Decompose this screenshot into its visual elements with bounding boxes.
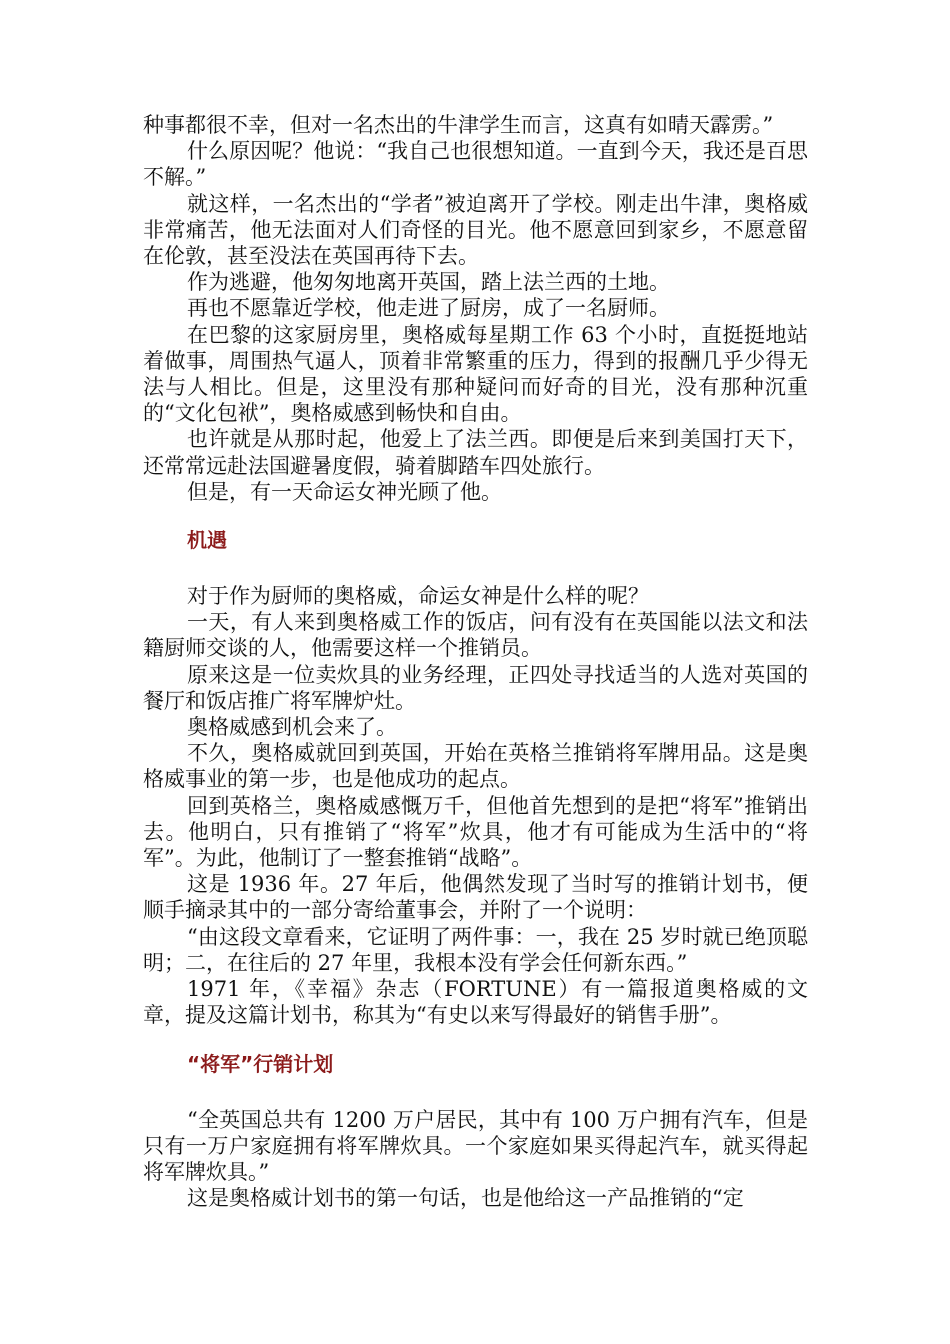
paragraph: 原来这是一位卖炊具的业务经理，正四处寻找适当的人选对英国的餐厅和饭店推广将军牌炉灶。 bbox=[143, 662, 808, 713]
paragraph: 什么原因呢？他说：“我自己也很想知道。一直到今天，我还是百思不解。” bbox=[143, 139, 808, 190]
paragraph: “由这段文章看来，它证明了两件事：一，我在 25 岁时就已绝顶聪明；二，在往后的 27 年里，我根本没有学会任何新东西。” bbox=[143, 924, 808, 975]
paragraph: 这是 1936 年。27 年后，他偶然发现了当时写的推销计划书，便顺手摘录其中的一部分寄给董事会，并附了一个说明： bbox=[143, 872, 808, 923]
paragraph: “全英国总共有 1200 万户居民，其中有 100 万户拥有汽车，但是只有一万户家庭拥有将军牌炊具。一个家庭如果买得起汽车，就买得起将军牌炊具。” bbox=[143, 1107, 808, 1184]
paragraph: 一天，有人来到奥格威工作的饭店，问有没有在英国能以法文和法籍厨师交谈的人，他需要这样一个推销员。 bbox=[143, 610, 808, 661]
paragraph: 在巴黎的这家厨房里，奥格威每星期工作 63 个小时，直挺挺地站着做事，周围热气逼人，顶着非常繁重的压力，得到的报酬几乎少得无法与人相比。但是，这里没有那种疑问而好奇的目光，没有那种沉重的“文化包袱”，奥格威感到畅快和自由。 bbox=[143, 322, 808, 426]
section-heading-opportunity: 机遇 bbox=[187, 528, 227, 553]
document-page bbox=[143, 112, 808, 1211]
paragraph: 对于作为厨师的奥格威，命运女神是什么样的呢？ bbox=[187, 584, 649, 609]
section-heading-marketing-plan: “将军”行销计划 bbox=[187, 1051, 334, 1076]
paragraph: 作为逃避，他匆匆地离开英国，踏上法兰西的土地。 bbox=[187, 270, 670, 295]
paragraph: 也许就是从那时起，他爱上了法兰西。即便是后来到美国打天下，还常常远赴法国避暑度假，骑着脚踏车四处旅行。 bbox=[143, 427, 808, 478]
paragraph: 这是奥格威计划书的第一句话，也是他给这一产品推销的“定 bbox=[187, 1186, 744, 1211]
paragraph: 再也不愿靠近学校，他走进了厨房，成了一名厨师。 bbox=[187, 296, 670, 321]
paragraph: 奥格威感到机会来了。 bbox=[187, 715, 397, 740]
paragraph: 就这样，一名杰出的“学者”被迫离开了学校。刚走出牛津，奥格威非常痛苦，他无法面对人们奇怪的目光。他不愿意回到家乡，不愿意留在伦敦，甚至没法在英国再待下去。 bbox=[143, 191, 808, 269]
paragraph: 但是，有一天命运女神光顾了他。 bbox=[187, 479, 502, 504]
paragraph: 1971 年，《幸福》杂志（FORTUNE）有一篇报道奥格威的文章，提及这篇计划书，称其为“有史以来写得最好的销售手册”。 bbox=[143, 977, 808, 1028]
paragraph: 不久，奥格威就回到英国，开始在英格兰推销将军牌用品。这是奥格威事业的第一步，也是他成功的起点。 bbox=[143, 741, 808, 792]
paragraph: 种事都很不幸，但对一名杰出的牛津学生而言，这真有如晴天霹雳。” bbox=[143, 113, 774, 137]
paragraph: 回到英格兰，奥格威感慨万千，但他首先想到的是把“将军”推销出去。他明白，只有推销了“将军”炊具，他才有可能成为生活中的“将军”。为此，他制订了一整套推销“战略”。 bbox=[143, 793, 808, 871]
